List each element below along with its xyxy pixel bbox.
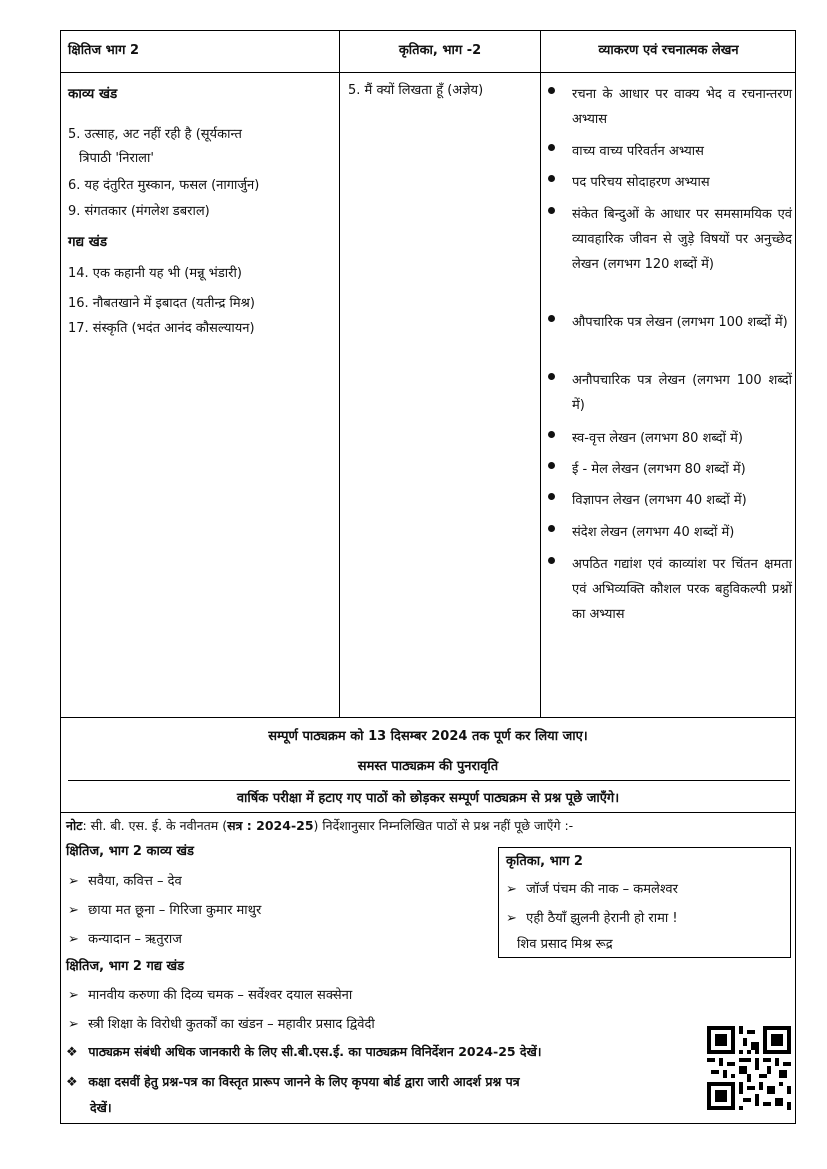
bullet-dot-icon — [548, 315, 555, 322]
bullet-dot-icon — [548, 431, 555, 438]
arrow-bullet-icon: ➢ — [68, 988, 79, 1003]
kavya-khand-heading: काव्य खंड — [68, 86, 118, 102]
grammar-bullet: औपचारिक पत्र लेखन (लगभग 100 शब्दों में) — [548, 310, 792, 335]
kritika-item: 5. मैं क्यों लिखता हूँ (अज्ञेय) — [348, 83, 484, 98]
bullet-dot-icon — [548, 175, 555, 182]
completion-notice: सम्पूर्ण पाठ्यक्रम को 13 दिसम्बर 2024 तक पूर्ण कर लिया जाए। — [268, 729, 588, 744]
diamond-bullet-icon: ❖ — [66, 1075, 78, 1090]
arrow-bullet-icon: ➢ — [506, 882, 517, 897]
qr-code-icon — [707, 1026, 791, 1110]
kavya-item: 5. उत्साह, अट नहीं रही है (सूर्यकान्त — [68, 127, 242, 142]
gadya-item: 16. नौबतखाने में इबादत (यतीन्द्र मिश्र) — [68, 296, 255, 311]
arrow-bullet-icon: ➢ — [68, 1017, 79, 1032]
excluded-item: ➢ जॉर्ज पंचम की नाक – कमलेश्वर — [506, 882, 678, 897]
kavya-item: त्रिपाठी 'निराला' — [79, 151, 154, 166]
note-section-divider — [60, 812, 796, 813]
bullet-dot-icon — [548, 87, 555, 94]
footer-note-2: ❖ कक्षा दसवीं हेतु प्रश्न-पत्र का विस्तृत प्रारूप जानने के लिए कृपया बोर्ड द्वारा जारी आदर्श प्रश्न पत्र — [66, 1074, 520, 1090]
bullet-dot-icon — [548, 207, 555, 214]
diamond-bullet-icon: ❖ — [66, 1045, 78, 1060]
grammar-bullet: ई - मेल लेखन (लगभग 80 शब्दों में) — [548, 457, 792, 482]
bullet-dot-icon — [548, 493, 555, 500]
footer-note-2-cont: देखें। — [90, 1100, 112, 1115]
header-kritika: कृतिका, भाग -2 — [398, 43, 482, 58]
kritika-excluded-heading: कृतिका, भाग 2 — [506, 854, 583, 869]
gadya-khand-heading: गद्य खंड — [68, 234, 108, 250]
arrow-bullet-icon: ➢ — [68, 932, 79, 947]
gadya-item: 14. एक कहानी यह भी (मन्नू भंडारी) — [68, 266, 242, 281]
header-vyakaran: व्याकरण एवं रचनात्मक लेखन — [598, 43, 739, 58]
excluded-item: ➢ छाया मत छूना – गिरिजा कुमार माथुर — [68, 903, 262, 918]
excluded-item: ➢ एही ठैयाँ झुलनी हेरानी हो रामा ! — [506, 911, 678, 926]
column-divider-2 — [540, 30, 541, 718]
kavya-item: 6. यह दंतुरित मुस्कान, फसल (नागार्जुन) — [68, 178, 260, 193]
grammar-bullet: रचना के आधार पर वाक्य भेद व रचनान्तरण अभ्यास — [548, 82, 792, 132]
kritika-author: शिव प्रसाद मिश्र रूद्र — [517, 937, 613, 952]
gadya-item: 17. संस्कृति (भदंत आनंद कौसल्यायन) — [68, 321, 255, 336]
footer-note-1: ❖ पाठ्यक्रम संबंधी अधिक जानकारी के लिए सी.बी.एस.ई. का पाठ्यक्रम विनिर्देशन 2024-25 देखें। — [66, 1044, 542, 1060]
notice-divider — [68, 780, 790, 781]
arrow-bullet-icon: ➢ — [68, 874, 79, 889]
excluded-gadya-heading: क्षितिज, भाग 2 गद्य खंड — [66, 959, 185, 974]
excluded-kavya-heading: क्षितिज, भाग 2 काव्य खंड — [66, 844, 194, 859]
grammar-bullet: वाच्य वाच्य परिवर्तन अभ्यास — [548, 139, 792, 164]
revision-notice: समस्त पाठ्यक्रम की पुनरावृति — [357, 759, 499, 774]
excluded-item: ➢ कन्यादान – ऋतुराज — [68, 932, 182, 947]
exam-notice: वार्षिक परीक्षा में हटाए गए पाठों को छोड़कर सम्पूर्ण पाठ्यक्रम से प्रश्न पूछे जाएँगे। — [236, 791, 620, 806]
excluded-item: ➢ मानवीय करुणा की दिव्य चमक – सर्वेश्वर दयाल सक्सेना — [68, 988, 353, 1003]
header-row-divider — [60, 72, 796, 73]
grammar-bullet: अनौपचारिक पत्र लेखन (लगभग 100 शब्दों में) — [548, 368, 792, 418]
bullet-dot-icon — [548, 525, 555, 532]
grammar-bullet: अपठित गद्यांश एवं काव्यांश पर चिंतन क्षमता एवं अभिव्यक्ति कौशल परक बहुविकल्पी प्रश्नों का अभ्यास — [548, 552, 792, 627]
grammar-bullet: विज्ञापन लेखन (लगभग 40 शब्दों में) — [548, 488, 792, 513]
column-divider-1 — [339, 30, 340, 718]
bullet-dot-icon — [548, 462, 555, 469]
note-line: नोट: सी. बी. एस. ई. के नवीनतम (सत्र : 2024-25) निर्देशानुसार निम्नलिखित पाठों से प्रश्न नहीं पूछे जाएँगे :- — [66, 818, 574, 833]
excluded-item: ➢ स्त्री शिक्षा के विरोधी कुतर्कों का खंडन – महावीर प्रसाद द्विवेदी — [68, 1017, 375, 1032]
table-bottom-divider — [60, 717, 796, 718]
bullet-dot-icon — [548, 557, 555, 564]
arrow-bullet-icon: ➢ — [68, 903, 79, 918]
kavya-item: 9. संगतकार (मंगलेश डबराल) — [68, 204, 210, 219]
grammar-bullet: पद परिचय सोदाहरण अभ्यास — [548, 170, 792, 195]
grammar-bullet: संकेत बिन्दुओं के आधार पर समसामयिक एवं व्यावहारिक जीवन से जुड़े विषयों पर अनुच्छेद लेखन (लगभग 120 शब्दों में) — [548, 202, 792, 277]
bullet-dot-icon — [548, 373, 555, 380]
excluded-item: ➢ सवैया, कवित्त – देव — [68, 874, 182, 889]
bullet-dot-icon — [548, 144, 555, 151]
grammar-bullet: स्व-वृत्त लेखन (लगभग 80 शब्दों में) — [548, 426, 792, 451]
arrow-bullet-icon: ➢ — [506, 911, 517, 926]
header-kshitij: क्षितिज भाग 2 — [68, 43, 140, 58]
grammar-bullet: संदेश लेखन (लगभग 40 शब्दों में) — [548, 520, 792, 545]
